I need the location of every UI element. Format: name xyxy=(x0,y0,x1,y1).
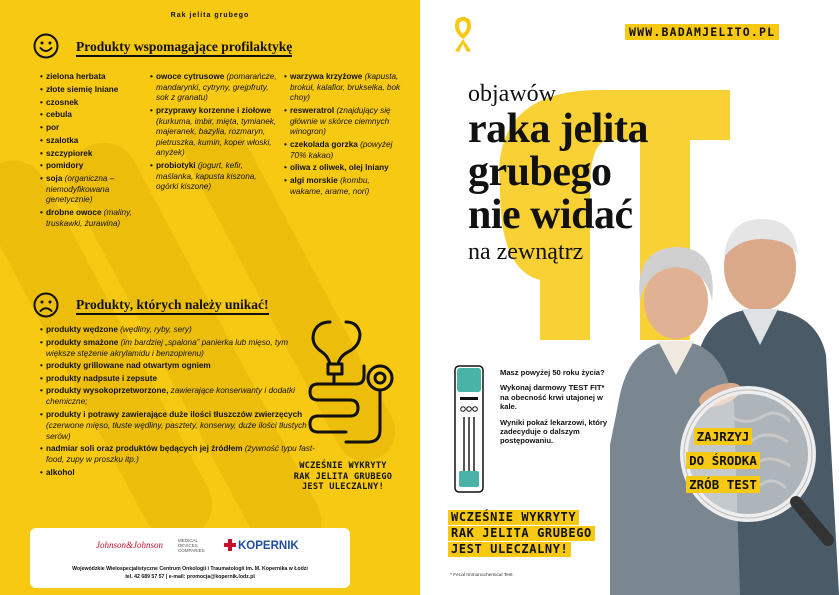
item-note: (im bardziej „spalona” panierka lub mięso, tym większe stężenie akrylamidu i benzopirenu) xyxy=(46,337,289,358)
recommended-col-1 xyxy=(40,72,148,232)
website-url[interactable]: WWW.BADAMJELITO.PL xyxy=(625,24,779,40)
item-note: (czerwone mięso, tłuste wędliny, pasztety, konserwy, duże ilości tłustych serów) xyxy=(46,420,307,441)
item-name: alkohol xyxy=(46,467,75,477)
list-item xyxy=(40,324,315,335)
headline-line: raka jelita xyxy=(468,106,648,152)
list-item xyxy=(40,149,148,160)
item-name: zielona herbata xyxy=(46,72,106,81)
zoom-line: DO ŚRODKA xyxy=(686,452,760,469)
item-name: cebula xyxy=(46,110,72,120)
item-name: drobne owoce xyxy=(46,208,102,218)
banner-line: WCZEŚNIE WYKRYTY xyxy=(448,510,579,525)
item-note: (żywność typu fast-food, zupy w proszku itp.) xyxy=(46,444,315,464)
item-note: (wędliny, ryby, sery) xyxy=(120,325,192,334)
early-detection-stamp xyxy=(283,461,403,493)
item-name: produkty i potrawy zawierające duże ilości tłuszczów zwierzęcych xyxy=(46,409,303,419)
list-item xyxy=(40,208,148,229)
item-note: (pomarańcze, mandarynki, cytryny, grejpfruty, sok z granatu) xyxy=(156,72,277,103)
top-heading: Rak jelita grubego xyxy=(170,12,250,19)
item-note: (kurkuma, imbir, mięta, tymianek, majeranek, bazylia, rozmaryn, pietruszka, kumin, koper włoski, anyżek) xyxy=(156,116,277,158)
item-name: produkty wysokoprzetworzone, xyxy=(46,386,169,395)
list-item xyxy=(40,136,148,147)
item-name: produkty nadpsute i zepsute xyxy=(46,373,157,383)
zoom-line: ZAJRZYJ xyxy=(694,428,753,445)
headline-line: objawów xyxy=(468,81,556,107)
item-note: zawierające konserwanty i dodatki chemiczne; xyxy=(46,386,295,406)
item-name: pomidory xyxy=(46,161,84,171)
list-item xyxy=(40,123,148,134)
item-name: przyprawy korzenne i ziołowe xyxy=(156,105,272,115)
list-item xyxy=(40,443,315,465)
item-note: (kombu, wakame, arame, nori) xyxy=(290,176,370,196)
instruction-text: Wyniki pokaż lekarzowi, który zadecyduje o dalszym postępowaniu. xyxy=(500,417,608,446)
zoom-line: ZRÓB TEST xyxy=(686,476,760,493)
item-name: resweratrol xyxy=(290,105,335,115)
item-name: oliwa z oliwek, olej lniany xyxy=(290,163,389,173)
right-panel xyxy=(420,0,839,595)
logo-text: DEVICES xyxy=(178,543,198,548)
headline-line: nie widać xyxy=(468,192,633,238)
stamp-line: WCZEŚNIE WYKRYTY xyxy=(299,461,387,471)
recommended-col-3 xyxy=(284,72,404,199)
item-name: produkty grillowane nad otwartym ogniem xyxy=(46,361,211,370)
list-item xyxy=(40,110,148,121)
list-item xyxy=(40,85,148,96)
stamp-line: JEST ULECZALNY! xyxy=(301,482,385,492)
fit-test-kit-icon xyxy=(454,365,484,493)
item-name: owoce cytrusowe xyxy=(156,72,225,81)
list-item xyxy=(40,98,148,109)
item-name: warzywa krzyżowe xyxy=(290,72,363,81)
list-item xyxy=(40,174,148,206)
item-note: (maliny, truskawki, żurawina) xyxy=(46,208,132,228)
item-name: por xyxy=(46,123,60,133)
list-item xyxy=(40,385,315,407)
item-name: złote siemię lniane xyxy=(46,84,119,94)
logo-text: COMPANIES xyxy=(178,548,205,553)
intestine-illustration xyxy=(300,318,410,458)
item-name: produkty wędzone xyxy=(46,325,118,334)
item-name: czekolada gorzka xyxy=(290,139,358,149)
instruction-text: Wykonaj darmowy TEST FIT* na obecność krwi utajonej w kale. xyxy=(500,383,605,412)
footnote: * Fecal Immunochemical Test xyxy=(450,573,513,578)
check-inside-label[interactable] xyxy=(658,428,788,500)
headline-line: na zewnątrz xyxy=(468,239,584,265)
list-item xyxy=(284,140,404,161)
smile-icon xyxy=(33,33,59,59)
list-item xyxy=(284,176,404,197)
test-instructions xyxy=(500,368,610,452)
banner-line: JEST ULECZALNY! xyxy=(448,542,571,557)
list-item xyxy=(40,72,148,83)
avoid-title: Produkty, których należy unikać! xyxy=(76,297,269,313)
item-name: szczypiorek xyxy=(46,148,93,158)
footer-contact xyxy=(30,566,350,581)
item-name: soja xyxy=(46,174,63,184)
avoid-list xyxy=(40,324,315,479)
item-name: produkty smażone xyxy=(46,337,119,347)
stamp-line: RAK JELITA GRUBEGO xyxy=(293,471,393,482)
item-name: czosnek xyxy=(46,97,79,107)
list-item xyxy=(40,161,148,172)
kopernik-logo: KOPERNIK xyxy=(238,540,299,552)
list-item xyxy=(40,337,315,359)
recommended-title: Produkty wspomagające profilaktykę xyxy=(76,39,292,55)
item-name: szalotka xyxy=(46,135,79,145)
recommended-col-2 xyxy=(150,72,278,195)
logo-text: MEDICAL xyxy=(178,538,199,543)
awareness-ribbon-icon xyxy=(450,15,476,53)
item-name: probiotyki xyxy=(156,161,196,171)
list-item xyxy=(150,72,278,104)
list-item xyxy=(150,106,278,159)
list-item xyxy=(150,161,278,193)
jj-logo: Johnson&Johnson xyxy=(96,540,163,550)
item-note: (znajdujący się głównie w skórce ciemnych winogron) xyxy=(290,105,391,137)
medical-devices-logo xyxy=(178,538,205,553)
headline-line: grubego xyxy=(468,149,612,195)
footer-line: Wojewódzkie Wielospecjalistyczne Centrum Onkologii i Traumatologii im. M. Kopernika w Łodzi xyxy=(72,566,308,572)
item-name: nadmiar soli oraz produktów będących jej źródłem xyxy=(46,444,243,453)
list-item xyxy=(40,373,315,384)
item-note: (organiczna – niemodyfikowana genetycznie) xyxy=(46,174,115,205)
list-item xyxy=(284,106,404,138)
list-item xyxy=(284,72,404,104)
instruction-text: Masz powyżej 50 roku życia? xyxy=(500,368,605,377)
early-detection-banner xyxy=(448,510,595,558)
item-note: (powyżej 70% kakao) xyxy=(290,139,393,160)
list-item xyxy=(40,467,315,478)
list-item xyxy=(40,409,315,442)
footer-line: tel. 42 689 57 57 | e-mail: promocja@kopernik.lodz.pl xyxy=(125,573,255,580)
list-item xyxy=(40,360,315,371)
sponsor-footer xyxy=(30,528,350,588)
sad-face-icon xyxy=(33,292,59,318)
item-note: (jogurt, kefir, maślanka, kapusta kiszona, ogórki kiszone) xyxy=(156,161,257,192)
item-name: algi morskie xyxy=(290,176,338,186)
list-item xyxy=(284,163,404,174)
banner-line: RAK JELITA GRUBEGO xyxy=(448,526,595,541)
item-note: (kapusta, brokuł, kalafior, brukselka, bok choy) xyxy=(290,72,401,103)
medical-cross-icon xyxy=(224,539,236,551)
